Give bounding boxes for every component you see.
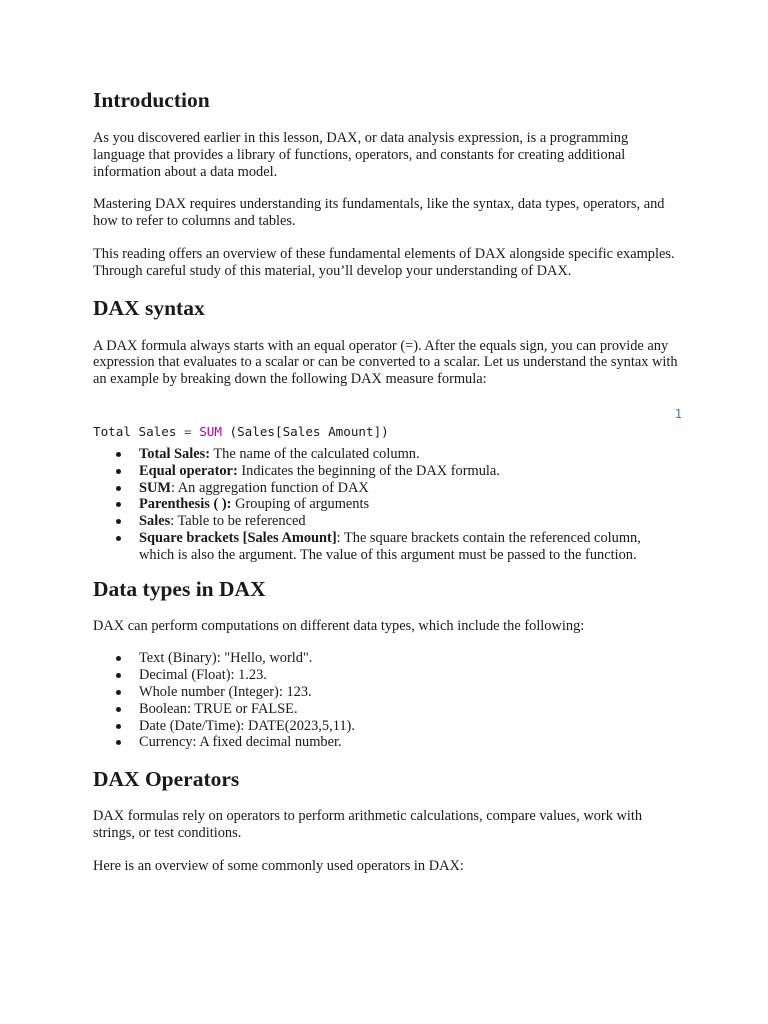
code-line	[93, 424, 389, 439]
code-arguments: (Sales[Sales Amount])	[221, 423, 389, 439]
intro-paragraph-3: This reading offers an overview of these fundamental elements of DAX alongside specific examples. Through careful study of this material, you’ll develop your understanding of DAX.	[93, 245, 675, 279]
document-page	[93, 86, 682, 875]
list-item-term: Sales	[139, 513, 171, 530]
syntax-list	[93, 446, 678, 564]
data-types-paragraph: DAX can perform computations on different data types, which include the following:	[93, 617, 585, 634]
syntax-paragraph: A DAX formula always starts with an equal operator (=). After the equals sign, you can provide any expression that evaluates to a scalar or can be converted to a scalar. Let us understand the syntax with an example by breaking down the following DAX measure formula:	[93, 337, 678, 388]
list-item-text: : An aggregation function of DAX	[170, 479, 369, 496]
list-item-term: Equal operator:	[139, 462, 238, 479]
list-item-term: SUM	[139, 479, 171, 496]
list-item-text: Indicates the beginning of the DAX formula.	[237, 462, 500, 479]
list-item-text: Grouping of arguments	[231, 496, 370, 513]
list-item-text: The name of the calculated column.	[210, 445, 420, 462]
code-equals-operator: =	[184, 423, 192, 439]
heading-dax-syntax: DAX syntax	[93, 295, 205, 320]
list-item: Date (Date/Time): DATE(2023,5,11).	[93, 718, 678, 735]
list-item: Boolean: TRUE or FALSE.	[93, 701, 678, 718]
list-item	[93, 530, 678, 564]
list-item: Whole number (Integer): 123.	[93, 684, 678, 701]
list-item-text: : The square brackets contain the referenced column, which is also the argument. The value of this argument must be passed to the function.	[139, 529, 641, 563]
heading-introduction: Introduction	[93, 88, 210, 112]
list-item-term: Total Sales:	[139, 445, 211, 462]
list-item-text: : Table to be referenced	[170, 513, 306, 530]
list-item	[93, 496, 678, 513]
operators-paragraph-1: DAX formulas rely on operators to perform arithmetic calculations, compare values, work with strings, or test conditions.	[93, 808, 643, 841]
list-item: Decimal (Float): 1.23.	[93, 667, 678, 684]
list-item	[93, 446, 678, 463]
intro-paragraph-1: As you discovered earlier in this lesson, DAX, or data analysis expression, is a programming language that provides a library of functions, operators, and constants for creating additional information about a data model.	[93, 130, 629, 180]
list-item-term: Square brackets [Sales Amount]	[139, 529, 337, 546]
list-item: Currency: A fixed decimal number.	[93, 734, 678, 751]
data-types-list	[93, 650, 678, 751]
operators-paragraph-2: Here is an overview of some commonly used operators in DAX:	[93, 857, 464, 874]
code-block	[93, 406, 682, 447]
list-item	[93, 463, 678, 480]
heading-dax-operators: DAX Operators	[93, 767, 240, 792]
code-measure-name: Total Sales	[93, 423, 184, 439]
code-line-number: 1	[674, 406, 682, 421]
code-sum-function: SUM	[199, 423, 222, 439]
heading-data-types: Data types in DAX	[93, 576, 266, 601]
list-item-term: Parenthesis ( ):	[139, 496, 232, 513]
list-item	[93, 480, 678, 497]
list-item: Text (Binary): "Hello, world".	[93, 650, 678, 667]
list-item	[93, 513, 678, 530]
intro-paragraph-2: Mastering DAX requires understanding its fundamentals, like the syntax, data types, operators, and how to refer to columns and tables.	[93, 196, 665, 230]
